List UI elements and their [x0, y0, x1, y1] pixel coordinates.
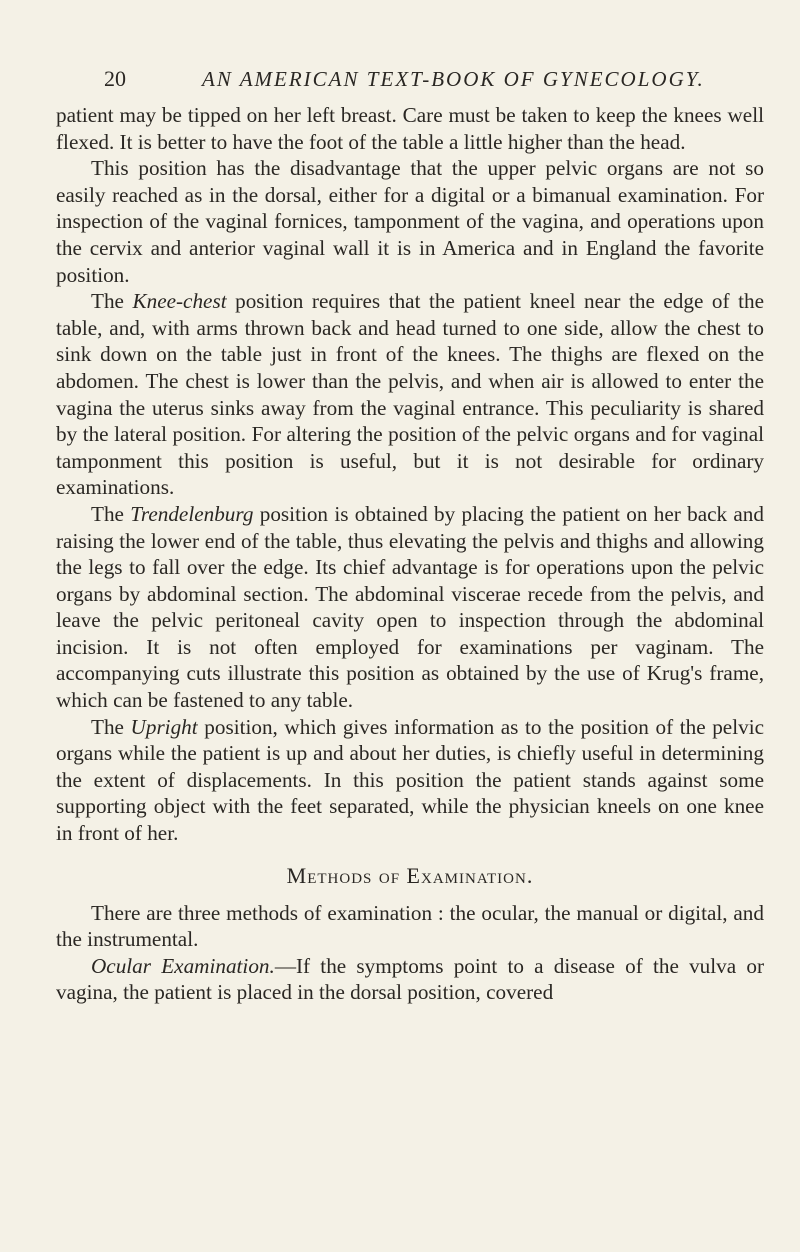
paragraph-text: position is obtained by placing the patient on her back and raising the lower end of the table, thus elevating the pelvis and thighs and allowing the legs to fall over the edge. Its chief advantage is for operations upon the pelvic organs by abdominal section. The abdominal viscerae recede from the pelvis, and leave the pelvic peritoneal cavity open to inspection through the abdominal incision. It is not often employed for examinations per vaginam. The accompanying cuts illustrate this position as obtained by the use of Krug's frame, which can be fastened to any table.: [56, 501, 764, 713]
term-knee-chest: Knee-chest: [132, 289, 227, 314]
term-upright: Upright: [130, 714, 198, 739]
section-heading: Methods of Examination.: [286, 862, 534, 888]
term-trendelenburg: Trendelenburg: [130, 501, 254, 526]
paragraph-dorsal-disadvantage: [56, 155, 764, 288]
paragraph-continuation: [56, 102, 764, 155]
paragraph-text: —If the symptoms point to a disease of the vulva or vagina, the patient is placed in the dorsal position, covered: [56, 953, 764, 1005]
paragraph-knee-chest: [56, 288, 764, 501]
paragraph-trendelenburg: [56, 501, 764, 714]
term-ocular-examination: Ocular Examination.: [91, 953, 275, 978]
paragraph-text: There are three methods of examination : the ocular, the manual or digital, and the instrumental.: [56, 900, 764, 952]
paragraph-text: This position has the disadvantage that the upper pelvic organs are not so easily reached as in the dorsal, either for a digital or a bimanual examination. For inspection of the vaginal fornices, tamponment of the vagina, and operations upon the cervix and anterior vaginal wall it is in America and in England the favorite position.: [56, 156, 764, 287]
paragraph-lead: The: [91, 289, 133, 314]
running-title: AN AMERICAN TEXT-BOOK OF GYNECOLOGY.: [202, 67, 705, 91]
body-text: [56, 102, 764, 847]
paragraph-three-methods: [56, 900, 764, 953]
paragraph-lead: The: [91, 714, 131, 739]
page-number: 20: [104, 66, 126, 91]
paragraph-text: position requires that the patient kneel near the edge of the table, and, with arms thrown back and head turned to one side, allow the chest to sink down on the table just in front of the knees. The thighs are flexed on the abdomen. The chest is lower than the pelvis, and when air is allowed to enter the vagina the uterus sinks away from the vaginal entrance. This peculiarity is shared by the lateral position. For altering the position of the pelvic organs and for vaginal tamponment this position is useful, but it is not desirable for ordinary examinations.: [56, 289, 764, 500]
paragraph-text: position, which gives information as to the position of the pelvic organs while the patient is up and about her duties, is chiefly useful in determining the extent of displacements. In this position the patient stands against some supporting object with the feet separated, while the physician kneels on one knee in front of her.: [56, 714, 764, 846]
paragraph-lead: The: [91, 501, 131, 526]
paragraph-upright: [56, 714, 764, 847]
paragraph-text: patient may be tipped on her left breast. Care must be taken to keep the knees well flexed. It is better to have the foot of the table a little higher than the head.: [56, 103, 764, 154]
paragraph-ocular-examination: [56, 953, 764, 1006]
section-body-text: [56, 900, 764, 1006]
running-head: [42, 66, 760, 92]
